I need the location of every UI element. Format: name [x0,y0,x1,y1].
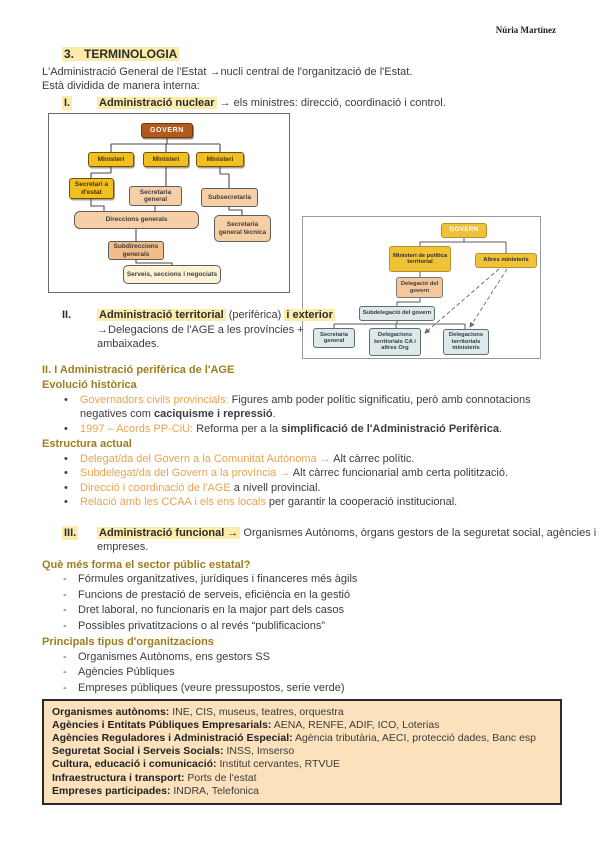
intro-line-2: Està dividida de manera interna: [42,80,200,92]
chart2-box-subdelegacio: Subdelegació del govern [359,306,435,321]
chart2-box-ministeri-politica: Ministeri de política territorial [389,246,451,272]
list-item-lead: Subdelegat/da del Govern a la província → [80,467,291,479]
item-iii-highlight: Administració funcional → [99,526,239,539]
summary-row-value: Institut cervantes, RTVUE [216,758,341,771]
heading-estructura: Estructura actual [42,438,132,450]
list-item-text: per garantir la cooperació institucional. [265,496,458,508]
org-chart-nuclear [48,113,290,293]
heading-sector-public: Què més forma el sector públic estatal? [42,558,251,571]
list-item [42,466,550,481]
summary-row [52,758,552,771]
summary-row-label: Cultura, educació i comunicació: [52,758,217,771]
chart2-box-govern: GOVERN [441,223,487,238]
list-item-text: Alt càrrec polític. [330,452,415,465]
list-item-lead: 1997 – Acords PP-CiU: [80,422,194,435]
summary-row-value: Ports de l'estat [184,771,257,784]
list-item-lead: Direcció i coordinació de l'AGE [80,481,231,494]
list-item-lead: Delegat/da del Govern a la Comunitat Autònoma → [80,452,331,465]
chart2-box-delegacions-ca: Delegacions territorials CA i altres Org [369,328,421,356]
item-ii-highlight-2: i exterior [286,309,333,321]
list-item [42,619,558,635]
item-administracio-territorial [62,308,342,352]
list-item [42,452,580,467]
chart2-box-delegacions-ministeris: Delegacions territorials ministeris [443,329,489,355]
list-item [42,422,580,437]
list-item [42,481,580,496]
summary-row-value: AENA, RENFE, ADIF, ICO, Loterias [271,718,440,731]
summary-row-label: Agències i Entitats Públiques Empresarials: [52,718,272,731]
chart2-box-secretaria-general: Secretaria general [313,328,355,348]
chart1-box-secretaria-general-tecnica: Secretaria general tècnica [214,215,271,242]
list-item [42,665,558,681]
list-item-text: . [272,408,276,420]
summary-row-label: Seguretat Social i Serveis Socials: [52,745,224,758]
item-iii-number: III. [64,526,77,539]
summary-row-label: Infraestructura i transport: [52,771,185,784]
item-ii-highlight-1: Administració territorial [99,309,224,321]
item-i-highlight: Administració nuclear [99,96,215,109]
list-item-text: a nivell provincial. [230,481,321,494]
summary-row [52,732,552,745]
intro-line-1: L'Administració General de l'Estat →nucli central de l'organització de l'Estat. [42,65,413,78]
heading-periferica: II. I Administració perifèrica de l'AGE [42,363,235,376]
list-item-bold: simplificació de l'Administració Perifèrica [281,422,499,435]
list-item-text: Agències Públiques [78,666,175,679]
list-item [42,588,558,604]
chart1-box-ministeri-3: Ministeri [196,152,244,167]
list-item-text: Possibles privatitzacions o al revés “publificacions” [78,619,325,632]
list-item [42,681,558,697]
summary-row-label: Empreses participades: [52,784,171,797]
summary-row [52,719,552,732]
chart1-box-subsecretaria: Subsecretaria [201,188,258,207]
list-item-text: Funcions de prestació de serveis, eficiència en la gestió [78,588,351,601]
heading-evolucio: Evolució històrica [42,379,137,391]
chart1-box-serveis: Serveis, seccions i negociats [123,265,221,284]
chart1-box-govern: GOVERN [141,123,193,138]
item-administracio-nuclear [62,96,558,111]
list-item-lead: Governadors civils provincials: [80,393,229,406]
page-title-highlight [62,47,179,61]
page-title [62,47,558,62]
chart1-box-secretari-estat: Secretari a d'estat [69,178,114,199]
title-text: TERMINOLOGIA [84,47,178,61]
item-i-number: I. [64,96,71,109]
chart1-box-ministeri-1: Ministeri [88,152,134,167]
chart1-box-secretaria-general: Secretaria general [129,186,182,206]
summary-row-value: INDRA, Telefonica [170,784,259,797]
author-name: Núria Martínez [495,25,556,35]
list-item [42,393,580,422]
document-content [42,44,597,805]
item-iii-rest: Organismes Autònoms, òrgans gestors de la seguretat social, agències i empreses. [97,526,597,553]
list-item-text: Organismes Autònoms, ens gestors SS [78,650,270,663]
list-item-text: Reforma per a la [193,422,282,435]
chart1-box-direccions-generals: Direccions generals [74,211,199,229]
list-item-text: Fórmules organitzatives, jurídiques i financeres més àgils [78,573,358,585]
list-item [42,572,558,588]
summary-row-value: Agència tributària, AECI, protecció dades, Banc esp [292,732,537,745]
list-item-text: Empreses públiques (veure pressupostos, serie verde) [78,682,345,695]
chart2-box-delegacio: Delegació del govern [396,277,443,298]
summary-row [52,745,552,758]
title-number: 3. [64,47,75,61]
summary-row [52,706,552,719]
summary-row-value: INSS, Imserso [223,745,295,758]
list-item [42,650,558,666]
summary-row [52,785,552,798]
summary-row-label: Organismes autònoms: [52,705,170,718]
chart2-box-altres-ministeris: Altres ministeris [475,253,537,268]
heading-tipus-org: Principals tipus d'organitzacions [42,636,214,649]
summary-row [52,772,552,785]
list-item-text: Dret laboral, no funcionaris en la major part dels casos [78,604,344,617]
list-item-text: Figures amb poder polític significatiu, però amb connotacions negatives com [80,393,531,420]
item-i-rest: → els ministres: direcció, coordinació i control. [216,96,446,109]
list-item-text: Alt càrrec funcionarial amb certa politització. [290,467,509,479]
list-item [42,603,558,619]
summary-row-value: INE, CIS, museus, teatres, orquestra [169,705,344,718]
list-item [42,495,580,510]
intro-paragraph [42,65,558,94]
item-ii-rest: →Delegacions de l'AGE a les províncies + ambaixades. [97,323,304,350]
item-administracio-funcional [62,526,600,555]
list-item-text: . [498,422,503,435]
list-item-bold: caciquisme i repressió [153,408,273,420]
chart1-box-ministeri-2: Ministeri [143,152,189,167]
summary-row-label: Agències Reguladores i Administració Especial: [52,732,293,745]
summary-box [42,699,562,805]
chart1-box-subdireccions-generals: Subdireccions generals [108,241,164,260]
item-ii-number: II. [62,309,72,321]
list-item-lead: Relació amb les CCAA i els ens locals [80,496,266,508]
item-ii-mid: (perifèrica) [225,309,285,321]
